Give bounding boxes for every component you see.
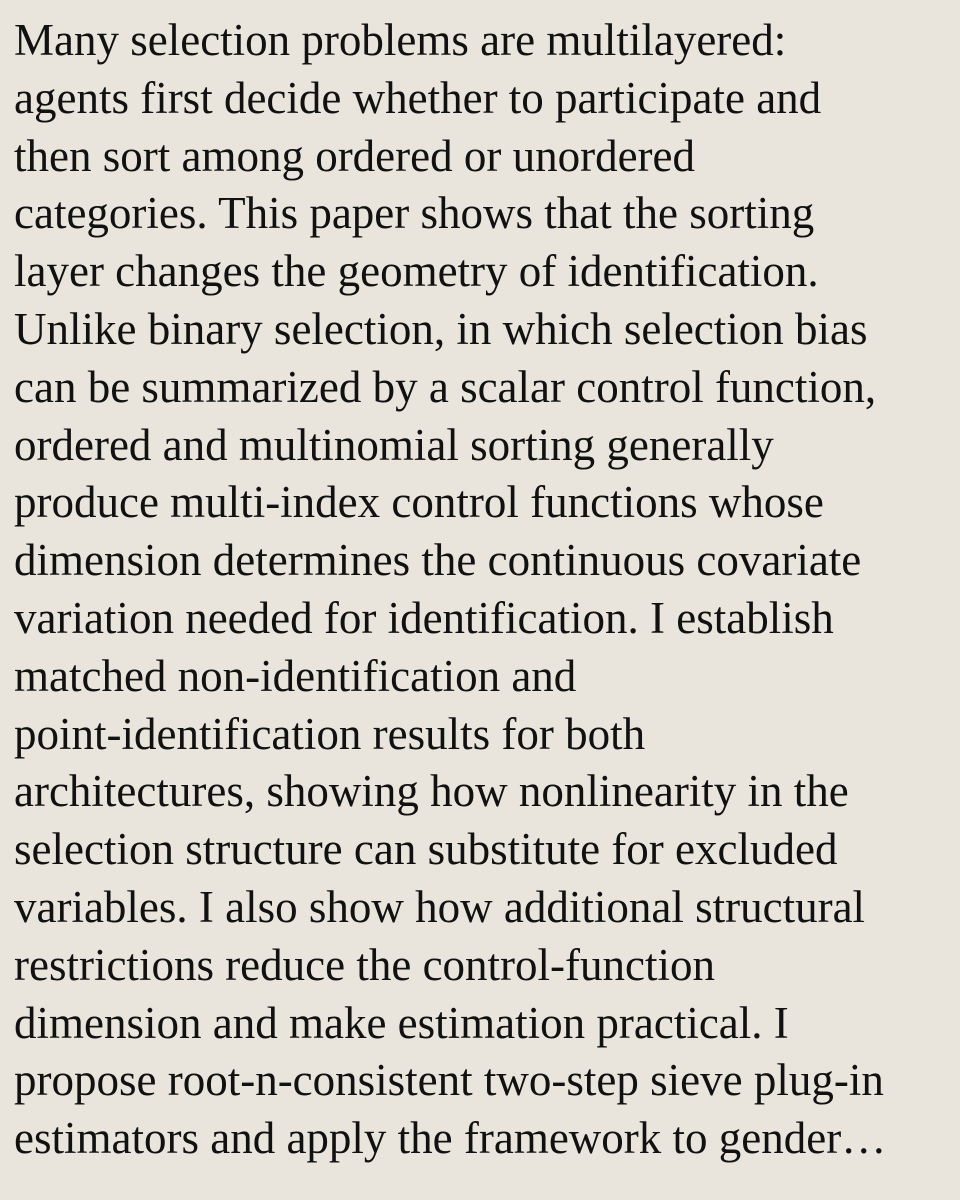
abstract-line: restrictions reduce the control-function xyxy=(14,939,715,990)
abstract-line: layer changes the geometry of identification. xyxy=(14,246,819,297)
abstract-line: then sort among ordered or unordered xyxy=(14,130,696,181)
abstract-line: Unlike binary selection, in which selection bias xyxy=(14,303,868,354)
abstract-line: Many selection problems are multilayered: xyxy=(14,15,787,65)
abstract-text xyxy=(14,12,946,1168)
abstract-line: categories. This paper shows that the sorting xyxy=(14,188,815,239)
abstract-line: dimension determines the continuous covariate xyxy=(14,535,862,586)
abstract-line: can be summarized by a scalar control function, xyxy=(14,361,877,412)
abstract-line: selection structure can substitute for excluded xyxy=(14,824,838,875)
abstract-line: variation needed for identification. I establish xyxy=(14,592,834,643)
abstract-line: dimension and make estimation practical. I xyxy=(14,997,789,1048)
abstract-line: variables. I also show how additional structural xyxy=(14,881,866,932)
abstract-line: estimators and apply the framework to gender… xyxy=(14,1113,887,1164)
abstract-line: ordered and multinomial sorting generally xyxy=(14,419,774,470)
abstract-line: architectures, showing how nonlinearity in the xyxy=(14,766,849,817)
abstract-line: matched non-identification and xyxy=(14,650,577,701)
abstract-line: agents first decide whether to participate and xyxy=(14,72,822,123)
abstract-line: point-identification results for both xyxy=(14,708,646,759)
abstract-line: propose root-n-consistent two-step sieve plug-in xyxy=(14,1055,884,1106)
abstract-line: produce multi-index control functions whose xyxy=(14,477,824,528)
